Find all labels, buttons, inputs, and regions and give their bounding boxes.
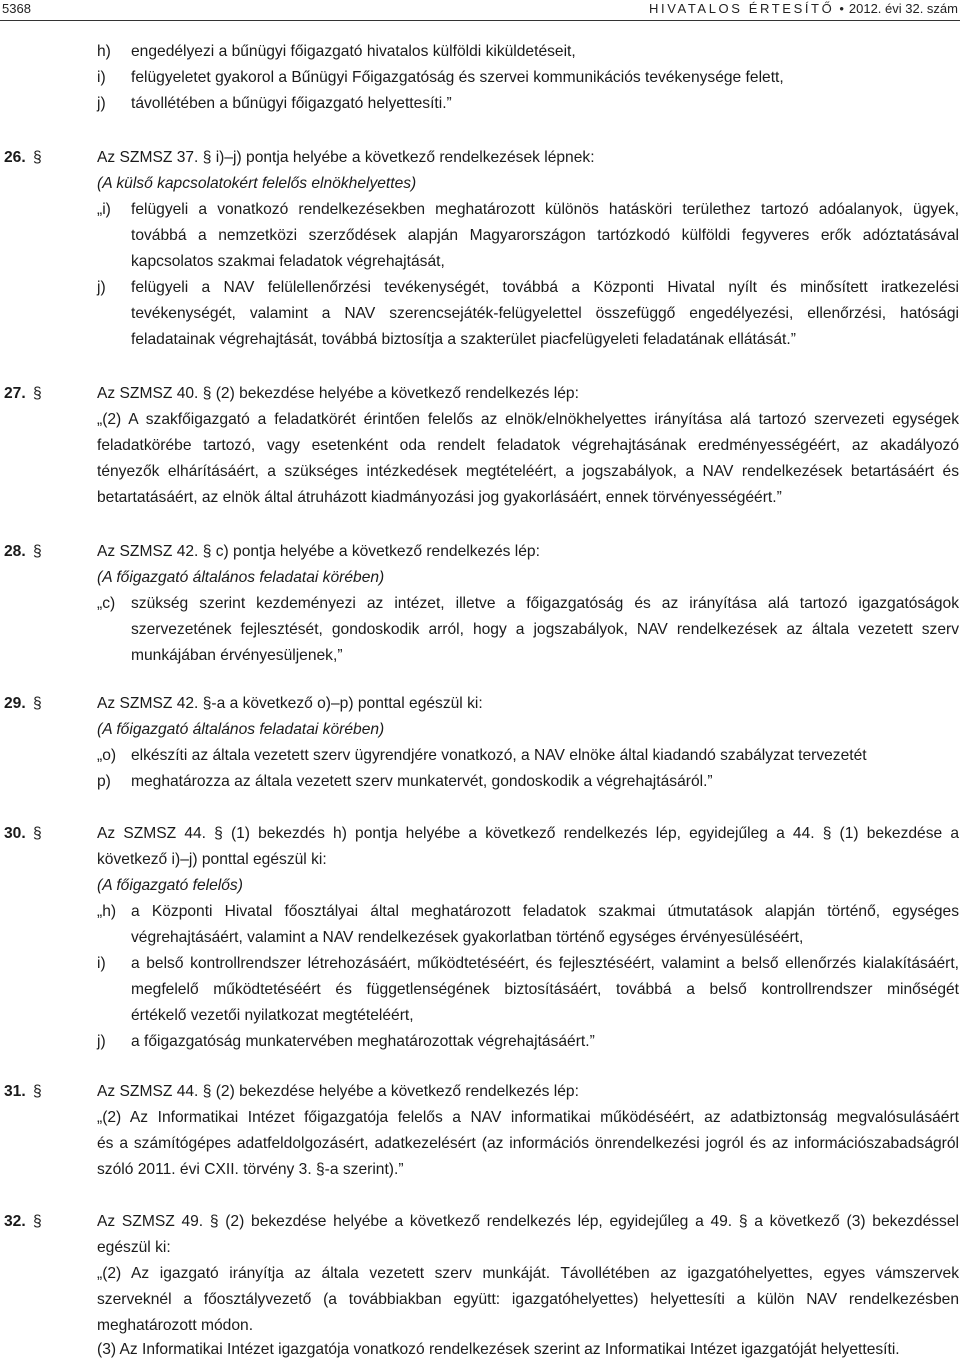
section-heading: Az SZMSZ 44. § (1) bekezdés h) pontja helyébe a következő rendelkezés lép, egyidejűleg a 44. § (1) bekezdése a [97, 825, 959, 842]
header-divider [0, 20, 960, 21]
amendment-text: szerveknél a főosztályvezető (a továbbiakban együtt: igazgatóhelyettes) helyettesíti a külön NAV rendelkezésben [97, 1291, 959, 1308]
section-context: (A főigazgató általános feladatai körében) [97, 569, 385, 586]
list-item-text: a belső kontrollrendszer létrehozásáért, működtetéséért, és fejlesztéséért, valamint a belső ellenőrzés kialakításáért, [131, 955, 959, 972]
list-item-text: meghatározza az általa vezetett szerv munkatervét, gondoskodik a végrehajtásáról.” [131, 773, 713, 790]
section-number: 31. [4, 1083, 26, 1100]
list-item-text: munkájában érvényesüljenek,” [131, 647, 343, 664]
list-item-text: tevékenységét, valamint a NAV szerencsejáték-felügyelettel összefüggő engedélyezési, ellenőrzési, hatósági [131, 305, 959, 322]
list-item-text: szervezetének fejlesztését, gondoskodik arról, hogy a jogszabályok, NAV rendelkezések az általa vezetett szerv [131, 621, 959, 638]
section-sign: § [33, 1083, 42, 1100]
list-item-mark: j) [97, 279, 106, 296]
section-heading: Az SZMSZ 40. § (2) bekezdése helyébe a következő rendelkezés lép: [97, 385, 579, 402]
list-item-mark: „c) [97, 595, 116, 612]
list-item-mark: j) [97, 95, 106, 112]
amendment-text: szóló 2011. évi CXII. törvény 3. §-a szerint).” [97, 1161, 404, 1178]
list-item-mark: „i) [97, 201, 111, 218]
list-item-text: elkészíti az általa vezetett szerv ügyrendjére vonatkozó, a NAV elnöke által kiadandó szabályzat tervezetét [131, 747, 867, 764]
section-sign: § [33, 385, 42, 402]
section-heading: Az SZMSZ 44. § (2) bekezdése helyébe a következő rendelkezés lép: [97, 1083, 579, 1100]
section-number: 30. [4, 825, 26, 842]
list-item-text: a főigazgatóság munkatervében meghatározottak végrehajtásáért.” [131, 1033, 595, 1050]
section-sign: § [33, 1213, 42, 1230]
list-item-text: megfelelő működtetéséért és függetlenségének biztosításáért, továbbá a belső kontrollrendszer minőségét [131, 981, 959, 998]
section-heading: Az SZMSZ 37. § i)–j) pontja helyébe a következő rendelkezések lépnek: [97, 149, 595, 166]
list-item-text: felügyeletet gyakorol a Bűnügyi Főigazgatóság és szervei kommunikációs tevékenysége felett, [131, 69, 784, 86]
section-sign: § [33, 695, 42, 712]
section-heading: Az SZMSZ 49. § (2) bekezdése helyébe a következő rendelkezés lép, egyidejűleg a 49. § a következő (3) bekezdéssel [97, 1213, 959, 1230]
list-item-mark: i) [97, 69, 106, 86]
list-item-text: értékelő vezetői nyilatkozat megtételéért, [131, 1007, 414, 1024]
list-item-text: feladatainak végrehajtását, továbbá biztosítja a szakterület piacfelügyeleti feladatának ellátását.” [131, 331, 796, 348]
section-context: (A külső kapcsolatokért felelős elnökhelyettes) [97, 175, 417, 192]
section-number: 32. [4, 1213, 26, 1230]
amendment-text: (3) Az Informatikai Intézet igazgatója vonatkozó rendelkezések szerint az Informatikai Intézet igazgatóját helyettesíti. [97, 1341, 900, 1358]
header-bullet: • [839, 1, 844, 16]
section-sign: § [33, 543, 42, 560]
amendment-text: és a számítógépes adatfeldolgozásért, adatkezelésért (az információs önrendelkezési jogról és az információszabadságról [97, 1135, 959, 1152]
list-item-mark: „h) [97, 903, 117, 920]
section-heading: Az SZMSZ 42. §-a a következő o)–p) ponttal egészül ki: [97, 695, 483, 712]
section-number: 27. [4, 385, 26, 402]
list-item-mark: p) [97, 773, 111, 790]
list-item-mark: h) [97, 43, 111, 60]
list-item-text: felügyeli a NAV felülellenőrzési tevékenységét, továbbá a Központi Hivatal nyílt és minősített iratkezelési [131, 279, 959, 296]
list-item-text: végrehajtásáért, valamint a NAV rendelkezések gyakorlatban történő egységes érvényesüléséért, [131, 929, 804, 946]
section-number: 28. [4, 543, 26, 560]
amendment-text: „(2) A szakfőigazgató a feladatkörét érintően felelős az elnök/elnökhelyettes irányítása alá tartozó szervezeti egységek [97, 411, 959, 428]
list-item-text: engedélyezi a bűnügyi főigazgató hivatalos külföldi kiküldetéseit, [131, 43, 576, 60]
section-sign: § [33, 825, 42, 842]
page-number: 5368 [2, 1, 31, 16]
publication-title: HIVATALOS ÉRTESÍTŐ [649, 1, 835, 16]
section-context: (A főigazgató felelős) [97, 877, 243, 894]
section-heading: egészül ki: [97, 1239, 171, 1256]
amendment-text: betartatásáért, az elnök által átruházott kiadmányozási jog gyakorlásáért, ennek törvényességéért.” [97, 489, 782, 506]
section-heading: következő i)–j) ponttal egészül ki: [97, 851, 327, 868]
list-item-mark: i) [97, 955, 106, 972]
list-item-mark: „o) [97, 747, 117, 764]
section-heading: Az SZMSZ 42. § c) pontja helyébe a következő rendelkezés lép: [97, 543, 540, 560]
amendment-text: feladatkörébe tartozó, vagy esetenként oda rendelt feladatok végrehajtásának eredményességéért, az akadályozó [97, 437, 959, 454]
list-item-text: szükség szerint kezdeményezi az intézet, illetve a főigazgatóság és az irányítása alá tartozó igazgatóságok [131, 595, 959, 612]
list-item-text: a Központi Hivatal főosztályai által meghatározott feladatok szakmai útmutatások alapján történő, egységes [131, 903, 959, 920]
list-item-text: felügyeli a vonatkozó rendelkezésekben meghatározott különös hatásköri területhez tartozó adóalanyok, ügyek, [131, 201, 959, 218]
amendment-text: meghatározott módon. [97, 1317, 254, 1334]
list-item-mark: j) [97, 1033, 106, 1050]
list-item-text: távollétében a bűnügyi főigazgató helyettesíti.” [131, 95, 452, 112]
list-item-text: kapcsolatos szakmai feladatok végrehajtását, [131, 253, 445, 270]
amendment-text: tényezők elhárításáért, a szükséges intézkedések megtételéért, a jogszabályok, a NAV rendelkezések betartásáért és [97, 463, 959, 480]
section-context: (A főigazgató általános feladatai körében) [97, 721, 385, 738]
running-header [0, 0, 960, 20]
section-sign: § [33, 149, 42, 166]
section-number: 26. [4, 149, 26, 166]
amendment-text: „(2) Az Informatikai Intézet főigazgatója felelős a NAV informatikai működéséért, az adatbiztonság megvalósulásáért [97, 1109, 959, 1126]
publication-info [649, 0, 958, 18]
issue-label: 2012. évi 32. szám [848, 1, 958, 16]
list-item-text: továbbá a nemzetközi szerződések alapján Magyarországon tartózkodó külföldi fegyveres erők adóztatásával [131, 227, 959, 244]
amendment-text: „(2) Az igazgató irányítja az általa vezetett szerv munkáját. Távollétében az igazgatóhelyettes, egyes vámszervek [97, 1265, 959, 1282]
section-number: 29. [4, 695, 26, 712]
